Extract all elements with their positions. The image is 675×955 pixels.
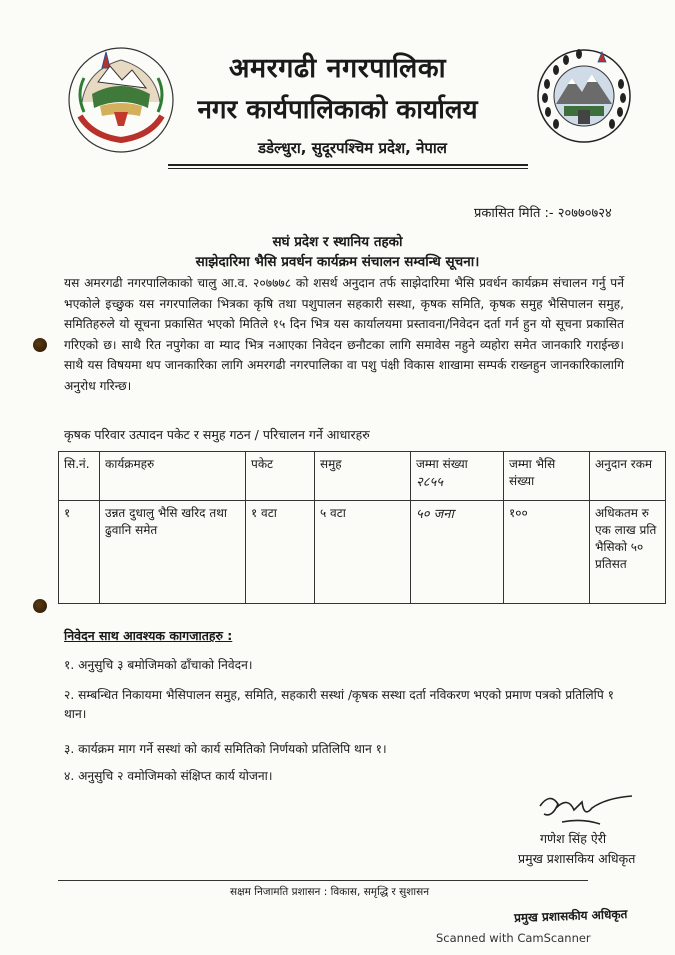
official-stamp: प्रमुख प्रशासकीय अधिकृत	[513, 907, 628, 925]
requirements-title: निवेदन साथ आवश्यक कागजातहरु :	[64, 628, 233, 643]
table-title: कृषक परिवार उत्पादन पकेट र समुह गठन / परिचालन गर्ने आधारहरु	[64, 427, 370, 442]
footer-slogan: सक्षम निजामति प्रशासन : विकास, समृद्धि र सुशासन	[230, 886, 430, 898]
cell-pocket: १ वटा	[246, 501, 315, 604]
col-grant: अनुदान रकम	[590, 452, 666, 501]
requirement-item: ४. अनुसुचि २ वमोजिमको संक्षिप्त कार्य योजना।	[64, 769, 273, 783]
col-group: समुह	[315, 452, 411, 501]
footer-divider	[58, 880, 588, 881]
cell-grant: अधिकतम रु एक लाख प्रति भैसिको ५० प्रतिसत	[590, 501, 666, 604]
office-title: नगर कार्यपालिकाको कार्यालय	[197, 95, 478, 125]
col-total-label: जम्मा संख्या	[416, 457, 468, 471]
requirement-item: ३. कार्यक्रम माग गर्ने सस्थां को कार्य समितिको निर्णयको प्रतिलिपि थान १।	[64, 742, 387, 756]
cell-buffalo: १००	[504, 501, 590, 604]
handwritten-total: २८५५	[416, 475, 444, 490]
col-sn: सि.नं.	[59, 452, 100, 501]
notice-heading-line1: सघं प्रदेश र स्थानिय तहको	[272, 234, 403, 250]
cell-program: उन्नत दुधालु भैसि खरिद तथा ढुवानि समेत	[100, 501, 246, 604]
punch-hole-icon	[33, 599, 47, 613]
signatory-name: गणेश सिंह ऐरी	[540, 831, 607, 846]
col-buffalo: जम्मा भैसि संख्या	[504, 452, 590, 501]
header-divider	[168, 164, 528, 166]
punch-hole-icon	[33, 338, 47, 352]
published-date: प्रकासित मिति :- २०७७०७२४	[474, 206, 612, 221]
municipality-title: अमरगढी नगरपालिका	[228, 53, 447, 84]
col-total	[411, 452, 504, 501]
cell-total: ५० जना	[411, 501, 504, 604]
header-divider-thin	[168, 168, 528, 169]
program-table	[58, 451, 666, 604]
table-row	[59, 501, 666, 604]
cell-sn: १	[59, 501, 100, 604]
signatory-title: प्रमुख प्रशासकिय अधिकृत	[518, 851, 636, 866]
scanner-watermark: Scanned with CamScanner	[436, 931, 591, 945]
col-program: कार्यक्रमहरु	[100, 452, 246, 501]
requirement-item: १. अनुसुचि ३ बमोजिमको ढाँचाको निवेदन।	[64, 658, 253, 672]
requirement-item: २. सम्बन्धित निकायमा भैसिपालन समुह, समिति, सहकारी सस्थां /कृषक सस्था दर्ता नविकरण भएको प्रमाण पत्रको प्रतिलिपि १ थान।	[64, 688, 614, 721]
notice-heading-line2: साझेदारिमा भैसि प्रवर्धन कार्यक्रम संचालन सम्वन्धि सूचना।	[195, 254, 480, 270]
notice-body: यस अमरगढी नगरपालिकाको चालु आ.व. २०७७७८ को शसर्थ अनुदान तर्फ साझेदारिमा भैसि प्रवर्धन कार्यक्रम संचालन गर्नु पर्ने भएकोले इच्छुक यस नगरपालिका भित्रका कृषि तथा पशुपालन सहकारी सस्था, कृषक समिति, कृषक समुह भैसिपालन समुह, समितिहरुले यो सूचना प्रकासित भएको मितिले १५ दिन भित्र यस कार्यालयमा प्रस्तावना/निवेदन दर्ता गर्न हुन यो सूचना प्रकासित गरिएको छ। साथै रित नपुगेका वा म्याद भित्र नआएका निवेदन छनौटका लागि समावेस नहुने व्यहोरा समेत जानकारि गराईन्छ। साथै यस विषयमा थप जानकारिका लागि अमरगढी नगरपालिका वा पशु पंक्षी विकास शाखामा सम्पर्क राख्नहुन जानकारिकालागि अनुरोध गरिन्छ।	[64, 276, 624, 393]
table-header-row	[59, 452, 666, 501]
office-address: डडेल्धुरा, सुदूरपश्चिम प्रदेश, नेपाल	[258, 139, 447, 157]
col-pocket: पकेट	[246, 452, 315, 501]
cell-group: ५ वटा	[315, 501, 411, 604]
